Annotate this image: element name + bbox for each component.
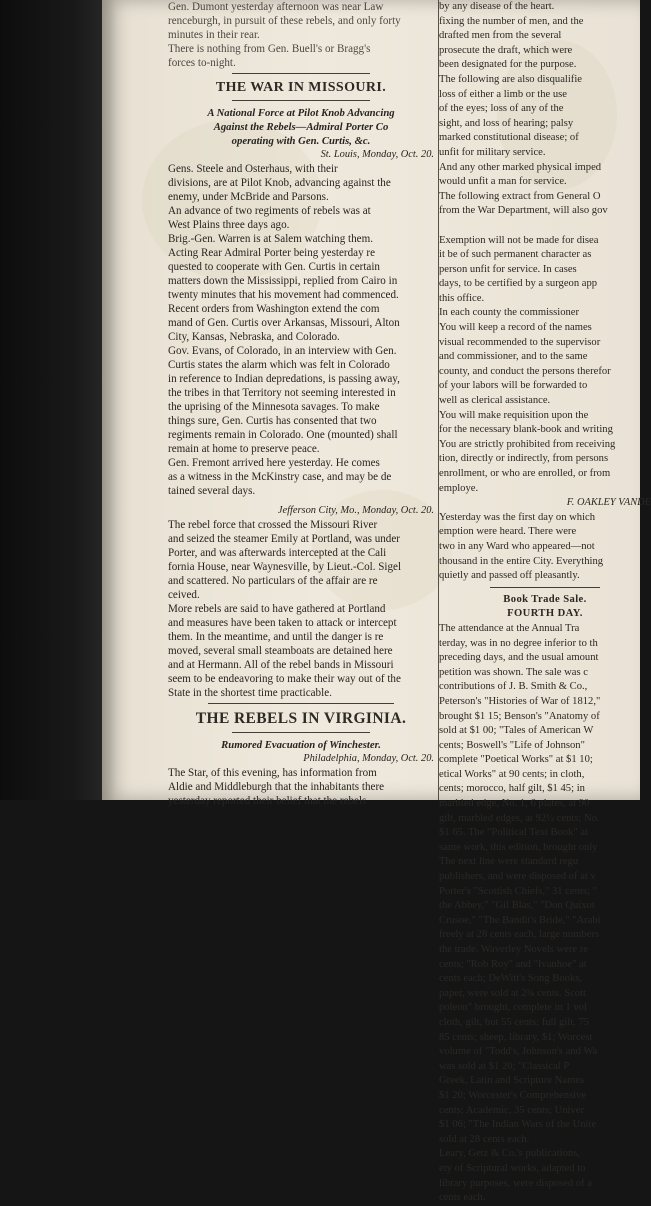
article-line: Gens. Steele and Osterhaus, with their [168,163,338,175]
article-line: divisions, are at Pilot Knob, advancing against the [168,177,391,189]
right-line: two in any Ward who appeared—not [439,540,595,552]
rebels-in-virginia-headline: THE REBELS IN VIRGINIA. [195,710,407,727]
article-line: regiments remain in Colorado. One (mounted) shall [168,429,398,441]
article-line: The rebel force that crossed the Missouri River [168,519,378,531]
right-line: this office. [439,292,485,304]
intro-line: forces to-night. [168,57,236,69]
article-line: enemy, under McBride and Parsons. [168,191,329,203]
right-line: tion, directly or indirectly, from persons [439,453,609,465]
right-line: contributions of J. B. Smith & Co., [439,681,588,693]
article-line: tained several days. [168,485,256,497]
article-line: and scattered. No particulars of the affair are re [168,575,378,587]
right-line: drafted men from the several [439,30,562,42]
article-line: and measures have been taken to attack or intercept [168,617,397,629]
article-line: ceived. [168,589,200,601]
right-line: You are strictly prohibited from receiving [439,438,616,450]
right-line: Porter's "Scottish Chiefs," 31 cents; " [439,885,597,897]
article-line: the tribes in that Territory not seeming interested in [168,387,396,399]
article-line: twenty minutes that his movement had commenced. [168,289,399,301]
right-line: And any other marked physical imped [439,161,602,173]
article-line: mand of Gen. Curtis over Arkansas, Missouri, Alton [168,317,400,329]
right-line: cloth, gilt, but 55 cents; full gilt, 75 [439,1016,590,1028]
article-line: moved, several small steamboats are detained here [168,645,393,657]
right-line: thousand in the entire City. Everything [439,555,604,567]
section-divider [490,587,600,588]
article-line: An advance of two regiments of rebels was at [168,205,371,217]
right-line: gilt, marbled edges, at 92½ cents; No. [439,812,600,824]
right-line: sold at $1 00; "Tales of American W [439,725,594,737]
missouri-dateline-2: Jefferson City, Mo., Monday, Oct. 20. [277,505,434,516]
article-line: in reference to Indian depredations, is passing away, [168,373,400,385]
right-line: complete "Poetical Works" at $1 10; [439,754,593,766]
right-line: ety of Scriptural works, adapted to [439,1162,586,1174]
article-line: Recent orders from Washington extend the com [168,303,380,315]
right-line: $1 06; "The Indian Wars of the Unite [439,1119,597,1131]
right-line: The following extract from General O [439,190,601,202]
right-line: Greek, Latin and Scripture Names [439,1075,585,1087]
right-line: person unfit for service. In cases [439,263,577,275]
article-line: City, Kansas, Nebraska, and Colorado. [168,331,340,343]
right-line: the Abbey," "Gil Blas," "Don Quixot [439,900,595,912]
right-line: enrollment, or who are enrolled, or from [439,468,611,479]
right-line: visual recommended to the supervisor [439,336,601,348]
section-divider [232,73,370,74]
article-line: Porter, and was afterwards intercepted at the Cali [168,547,387,559]
right-line: well as clerical assistance. [439,395,551,407]
article-line: matters down the Mississippi, replied from Cairo in [168,275,398,287]
virginia-subhead: Rumored Evacuation of Winchester. [221,739,381,751]
article-line: State in the shortest time practicable. [168,687,332,699]
right-line: unfit for military service. [439,146,546,158]
right-line: 85 cents; sheep, library, $1; Worcest [439,1031,593,1043]
right-line: loss of either a limb or the use [439,88,567,100]
right-line: and commissioner, and to the same [439,351,588,363]
right-line: marked constitutional disease; of [439,132,579,144]
article-line: them. In the meantime, and until the danger is re [168,631,384,643]
right-line: employe. [439,482,479,494]
right-line: $1 65. The "Political Text Book" at [439,827,589,839]
right-news-column [439,0,651,1206]
article-line: as a witness in the McKinstry case, and may be de [168,471,392,483]
right-line: fixing the number of men, and the [439,15,584,27]
right-line: for the necessary blank-book and writing [439,424,613,436]
article-line: quested to cooperate with Gen. Curtis in certain [168,261,380,273]
right-line: $1 20; Worcester's Comprehensive [439,1089,587,1101]
book-trade-headline: Book Trade Sale. [503,593,587,605]
intro-line: Gen. Dumont yesterday afternoon was near Law [168,1,384,13]
right-line: of the eyes; loss of any of the [439,103,564,115]
right-line: Yesterday was the first day on which [439,511,596,523]
right-line: same work, this edition, brought only [439,841,598,853]
right-line: freely at 28 cents each, large numbers [439,929,600,941]
right-line: terday, was in no degree inferior to th [439,637,598,649]
right-line: county, and conduct the persons therefor [439,365,611,377]
right-line: prosecute the draft, which were [439,44,573,56]
article-line: Curtis states the alarm which was felt in Colorado [168,359,390,371]
right-line: would unfit a man for service. [439,176,567,188]
article-line: seem to be endeavoring to make their way out of the [168,673,401,685]
right-line: The attendance at the Annual Tra [439,622,580,634]
right-line: volume of "Todd's, Johnson's and Wa [439,1046,598,1058]
article-line: the uprising of the Minnesota savages. To make [168,401,380,413]
right-line: Peterson's "Histories of War of 1812," [439,695,601,707]
right-line: sight, and loss of hearing; palsy [439,117,574,129]
headline-rule [232,732,370,733]
right-line: preceding days, and the usual amount [439,652,599,664]
article-line: remain at home to preserve peace. [168,443,320,455]
right-line: days, to be certified by a surgeon app [439,278,598,290]
missouri-subhead-line: Against the Rebels—Admiral Porter Co [213,121,389,133]
right-line: etical Works" at 90 cents; in cloth, [439,768,585,780]
intro-line: renceburgh, in pursuit of these rebels, and only forty [168,15,401,27]
right-line: been designated for the purpose. [439,59,577,71]
article-line: Gov. Evans, of Colorado, in an interview with Gen. [168,345,397,357]
right-line: Leary, Getz & Co.'s publications, [439,1148,580,1160]
virginia-dateline: Philadelphia, Monday, Oct. 20. [303,753,434,764]
article-line: and seized the steamer Emily at Portland, was under [168,533,400,545]
left-news-column [168,0,434,808]
article-line: things sure, Gen. Curtis has consented that two [168,415,377,427]
right-line: The following are also disqualifie [439,73,582,85]
article-line: Brig.-Gen. Warren is at Salem watching them. [168,233,374,245]
article-line: More rebels are said to have gathered at Portland [168,603,386,615]
right-line: The next line were standard regu [439,856,579,868]
article-line: and at Hermann. All of the rebel bands in Missouri [168,659,394,671]
intro-line: There is nothing from Gen. Buell's or Bragg's [168,43,371,55]
right-line: Crusoe," "The Bandit's Bride," "Arabi [439,914,601,926]
missouri-subhead-line: operating with Gen. Curtis, &c. [231,135,371,147]
right-line: You will keep a record of the names [439,322,592,334]
article-line: fornia House, near Waynesville, by Lieut.-Col. Sigel [168,561,402,573]
right-line: poleon" brought, complete in 1 vol [439,1002,587,1014]
right-line: cents; "Rob Roy" and "Ivanhoe" at [439,958,587,970]
right-line: from the War Department, will also gov [439,205,608,217]
right-line: the trade. Waverley Novels were re [439,944,588,955]
right-line [439,219,651,234]
article-line: Gen. Fremont arrived here yesterday. He comes [168,457,380,469]
war-in-missouri-headline: THE WAR IN MISSOURI. [215,80,387,95]
right-line: was sold at $1 20; "Classical P [439,1060,570,1072]
intro-line: minutes in their rear. [168,29,260,41]
article-line: yesterday reported their belief that the rebels [168,795,367,807]
article-line: Aldie and Middleburgh that the inhabitants there [168,781,385,793]
newspaper-page [102,0,651,1204]
right-line: paper, were sold at 2¾ cents. Scott [439,987,586,999]
missouri-subhead-line: A National Force at Pilot Knob Advancing [207,107,395,119]
right-line: cents; Academic, 35 cents; Univer [439,1104,585,1116]
article-line: West Plains three days ago. [168,219,290,231]
right-line: it be of such permanent character as [439,249,592,261]
right-line: brought $1 15; Benson's "Anatomy of [439,710,600,722]
section-divider [208,703,394,704]
right-line: by any disease of the heart. [439,1,555,12]
right-line: emption were heard. There were [439,526,577,538]
right-line: cents each; DeWitt's Song Books, [439,973,583,985]
right-line: cents each. [439,1192,486,1204]
right-line: Exemption will not be made for disea [439,234,599,246]
right-line: quietly and passed off pleasantly. [439,570,580,582]
article-line: The Star, of this evening, has information from [168,767,377,779]
right-line: You will make requisition upon the [439,409,589,421]
right-line: of your labors will be forwarded to [439,380,588,392]
book-trade-subhead: FOURTH DAY. [507,608,583,620]
right-line: In each county the commissioner [439,307,580,319]
right-line: cents; Boswell's "Life of Johnson" [439,739,585,751]
missouri-dateline-1: St. Louis, Monday, Oct. 20. [320,149,434,160]
binding-edge [0,0,104,800]
right-line: publishers, and were disposed of at v [439,871,596,883]
right-line: petition was shown. The sale was c [439,666,588,678]
signature-line: F. OAKLEY VANDE [566,497,651,509]
right-line: marbled edge, No. 1, 6 plates, at 90 [439,798,590,810]
headline-rule [232,100,370,101]
right-line: library purposes, were disposed of a [439,1177,592,1189]
right-line: sold at 28 cents each. [439,1133,530,1145]
right-line: cents; morocco, half gilt, $1 45; in [439,783,585,795]
article-line: Acting Rear Admiral Porter being yesterday re [168,247,376,259]
